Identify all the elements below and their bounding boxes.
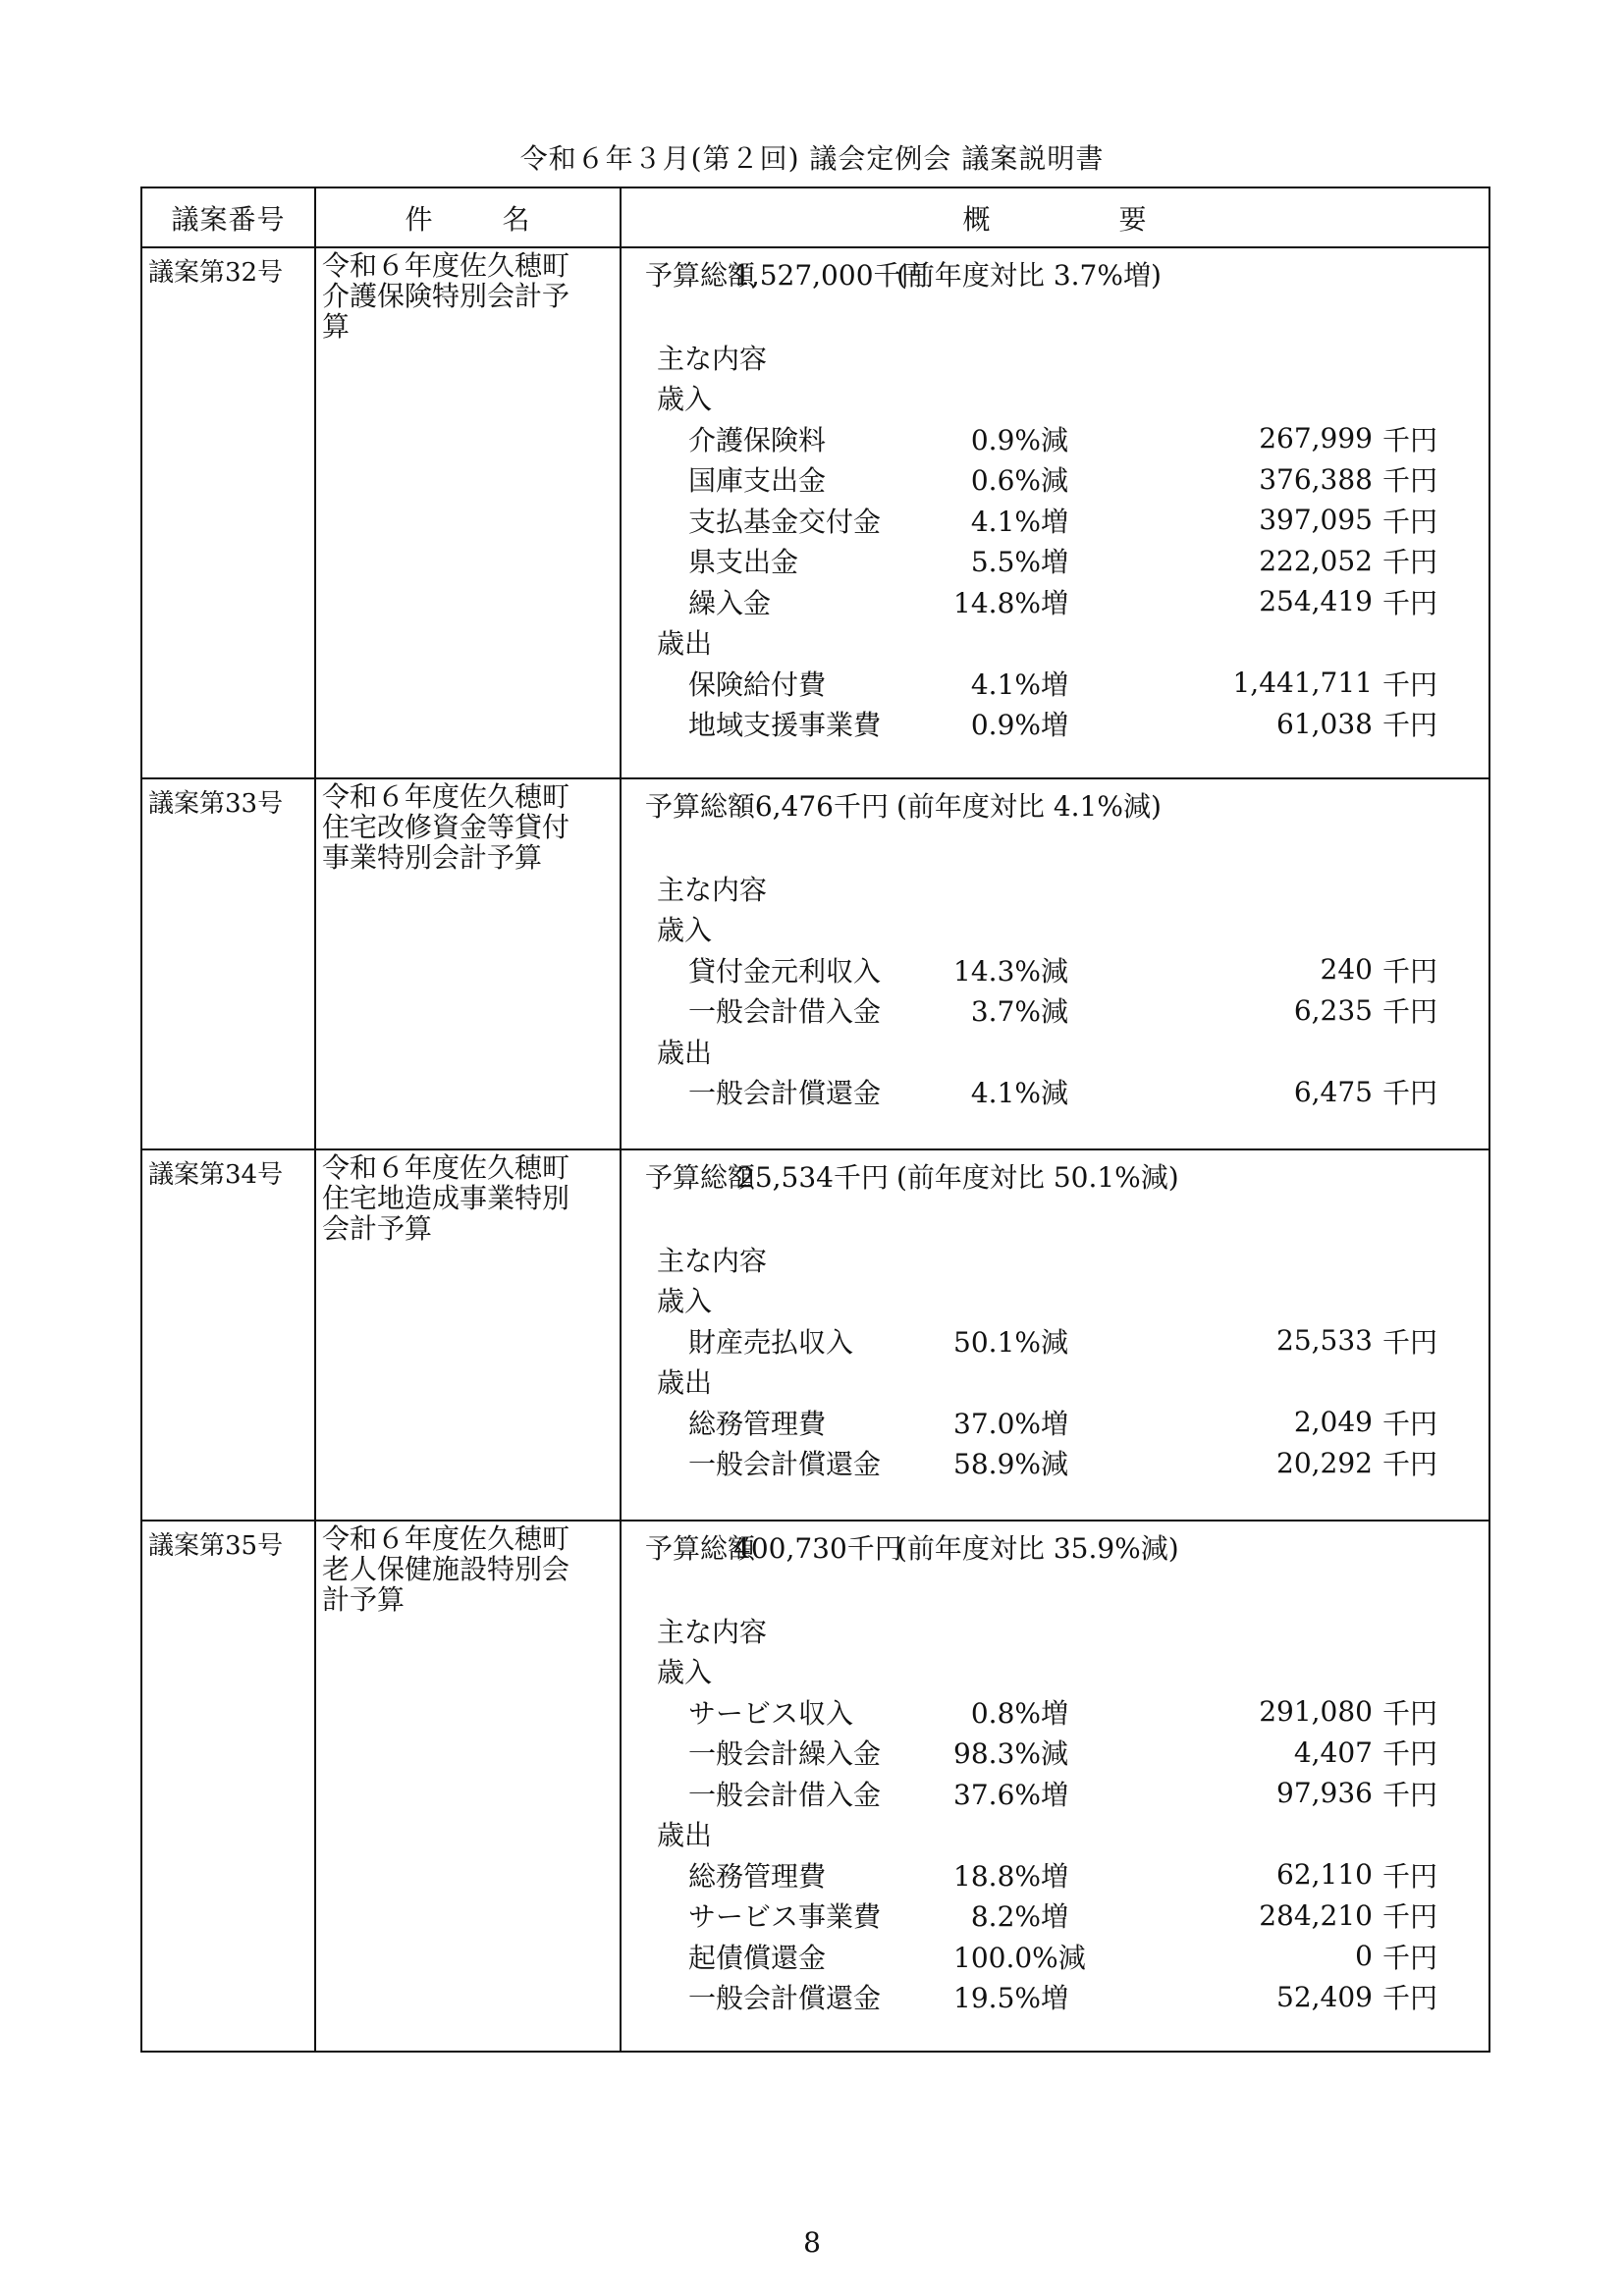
revenue-item-label: 一般会計繰入金 <box>688 1737 882 1771</box>
budget-total-label: 予算総額 <box>645 1532 756 1565</box>
bill-name-line: 住宅改修資金等貸付 <box>322 811 570 843</box>
budget-total-amount: 6,476千円 <box>754 790 889 823</box>
budget-total <box>622 248 1489 292</box>
expenditure-item-unit: 千円 <box>1382 1900 1438 1934</box>
bill-name-line: 算 <box>322 310 351 343</box>
expenditure-item <box>622 1896 1489 1937</box>
bill-number: 議案第32号 <box>141 247 315 778</box>
bill-row <box>141 1521 1489 2052</box>
revenue-item-value: 376,388 <box>1259 462 1373 496</box>
bill-row <box>141 247 1489 778</box>
expenditure-item-change: 0.9%増 <box>970 709 1068 742</box>
main-content-label: 主な内容 <box>657 873 768 906</box>
header-summary-part1: 概 <box>962 202 992 236</box>
bill-name <box>315 247 621 778</box>
revenue-label: 歳入 <box>657 1656 713 1689</box>
revenue-item-change: 14.8%増 <box>953 586 1068 619</box>
expenditure-item-value: 52,409 <box>1276 1980 1373 2013</box>
revenue-item-value: 240 <box>1320 953 1373 987</box>
revenue-label: 歳入 <box>657 1285 713 1318</box>
revenue-item-value: 291,080 <box>1259 1695 1373 1729</box>
expenditure-item-value: 20,292 <box>1276 1446 1373 1479</box>
expenditure-item-change: 18.8%増 <box>953 1859 1068 1893</box>
revenue-label: 歳入 <box>657 383 713 416</box>
budget-total-label: 予算総額 <box>645 790 756 823</box>
revenue-item-label: 介護保険料 <box>688 423 827 456</box>
expenditure-item-change: 100.0%減 <box>953 1941 1086 1974</box>
page-number: 8 <box>803 2226 821 2259</box>
expenditure-item-change: 4.1%増 <box>970 667 1068 701</box>
header-summary-part2: 要 <box>1118 202 1148 236</box>
revenue-item-unit: 千円 <box>1382 1696 1438 1730</box>
revenue-item-label: 貸付金元利収入 <box>688 954 882 988</box>
header-name-part1: 件 <box>405 202 434 236</box>
revenue-item <box>622 1320 1489 1362</box>
revenue-item-label: 県支出金 <box>688 546 799 579</box>
revenue-item <box>622 949 1489 990</box>
bill-row <box>141 778 1489 1149</box>
revenue-item-change: 4.1%増 <box>970 505 1068 538</box>
revenue-item-value: 25,533 <box>1276 1324 1373 1358</box>
budget-total <box>622 779 1489 823</box>
revenue-item-label: 財産売払収入 <box>688 1325 854 1359</box>
bill-name-line: 令和６年度佐久穂町 <box>322 249 570 282</box>
expenditure-item-value: 2,049 <box>1293 1406 1373 1439</box>
bill-number: 議案第35号 <box>141 1521 315 2052</box>
bill-number: 議案第34号 <box>141 1149 315 1521</box>
revenue-item-change: 5.5%増 <box>970 546 1068 579</box>
main-content-label: 主な内容 <box>657 1615 768 1648</box>
bill-name-line: 会計予算 <box>322 1212 433 1245</box>
revenue-item-unit: 千円 <box>1382 1325 1438 1359</box>
revenue-item <box>622 1733 1489 1774</box>
expenditure-item-value: 0 <box>1355 1940 1373 1973</box>
revenue-item-label: 繰入金 <box>688 586 772 619</box>
budget-total-ratio: (前年度対比 50.1%減) <box>896 1161 1179 1194</box>
revenue-item <box>622 418 1489 459</box>
revenue-item-value: 6,235 <box>1293 993 1373 1027</box>
bill-row <box>141 1149 1489 1521</box>
revenue-item-value: 397,095 <box>1259 504 1373 537</box>
main-content-label: 主な内容 <box>657 1244 768 1277</box>
spacer <box>622 823 1489 868</box>
expenditure-item-change: 4.1%減 <box>970 1077 1068 1110</box>
expenditure-item-label: 保険給付費 <box>688 667 827 701</box>
revenue-item <box>622 581 1489 622</box>
expenditure-item-label: 地域支援事業費 <box>688 709 882 742</box>
bill-name-line: 計予算 <box>322 1583 406 1616</box>
revenue-item-unit: 千円 <box>1382 1778 1438 1811</box>
budget-total <box>622 1522 1489 1565</box>
main-content-label: 主な内容 <box>657 342 768 375</box>
budget-total-label: 予算総額 <box>645 1161 756 1194</box>
expenditure-item-unit: 千円 <box>1382 709 1438 742</box>
revenue-item-value: 267,999 <box>1259 422 1373 455</box>
expenditure-label: 歳出 <box>657 1036 713 1069</box>
revenue-item-value: 4,407 <box>1293 1735 1373 1769</box>
revenue-item-label: サービス収入 <box>688 1696 854 1730</box>
bill-summary <box>621 1521 1489 2052</box>
revenue-item-value: 97,936 <box>1276 1777 1373 1810</box>
expenditure-item-value: 61,038 <box>1276 707 1373 740</box>
expenditure-item-unit: 千円 <box>1382 1448 1438 1481</box>
header-summary <box>621 187 1489 247</box>
revenue-item <box>622 541 1489 582</box>
spacer <box>622 1194 1489 1239</box>
budget-total-amount: 1,527,000千円 <box>733 259 929 292</box>
bill-number: 議案第33号 <box>141 778 315 1149</box>
expenditure-item-value: 1,441,711 <box>1232 667 1373 700</box>
expenditure-item-label: 総務管理費 <box>688 1859 827 1893</box>
expenditure-item-value: 6,475 <box>1293 1075 1373 1108</box>
bill-name-line: 介護保険特別会計予 <box>322 280 570 312</box>
revenue-item <box>622 990 1489 1032</box>
revenue-item-unit: 千円 <box>1382 995 1438 1029</box>
header-bill-name <box>315 187 621 247</box>
expenditure-item-change: 58.9%減 <box>953 1448 1068 1481</box>
expenditure-item-change: 19.5%増 <box>953 1982 1068 2015</box>
revenue-item-unit: 千円 <box>1382 954 1438 988</box>
bill-table <box>140 187 1490 2053</box>
revenue-label: 歳入 <box>657 914 713 947</box>
revenue-item-value: 222,052 <box>1259 544 1373 577</box>
bill-name-line: 老人保健施設特別会 <box>322 1553 570 1585</box>
document-title: 令和６年３月(第２回) 議会定例会 議案説明書 <box>519 142 1105 175</box>
revenue-item-change: 98.3%減 <box>953 1737 1068 1771</box>
budget-total-ratio: (前年度対比 35.9%減) <box>896 1532 1179 1565</box>
revenue-item-unit: 千円 <box>1382 1737 1438 1771</box>
revenue-item <box>622 459 1489 501</box>
revenue-item-change: 14.3%減 <box>953 954 1068 988</box>
revenue-item-label: 国庫支出金 <box>688 464 827 498</box>
revenue-item-unit: 千円 <box>1382 546 1438 579</box>
revenue-item-value: 254,419 <box>1259 585 1373 618</box>
revenue-item-label: 一般会計借入金 <box>688 995 882 1029</box>
bill-name-line: 事業特別会計予算 <box>322 841 543 874</box>
revenue-item-unit: 千円 <box>1382 423 1438 456</box>
bill-name <box>315 1149 621 1521</box>
bill-summary <box>621 247 1489 778</box>
expenditure-item <box>622 1977 1489 2018</box>
expenditure-item-label: 一般会計償還金 <box>688 1077 882 1110</box>
budget-total-ratio: (前年度対比 3.7%増) <box>896 259 1162 292</box>
expenditure-item-unit: 千円 <box>1382 1407 1438 1440</box>
expenditure-item-label: 起債償還金 <box>688 1941 827 1974</box>
revenue-item-change: 37.6%増 <box>953 1778 1068 1811</box>
budget-total-label: 予算総額 <box>645 259 756 292</box>
header-name-part2: 名 <box>502 202 531 236</box>
expenditure-item-value: 284,210 <box>1259 1898 1373 1932</box>
expenditure-item <box>622 1936 1489 1977</box>
revenue-item-unit: 千円 <box>1382 586 1438 619</box>
bill-name-line: 住宅地造成事業特別 <box>322 1182 570 1214</box>
bill-name-line: 令和６年度佐久穂町 <box>322 1151 570 1184</box>
budget-total-ratio: (前年度対比 4.1%減) <box>896 790 1162 823</box>
budget-total <box>622 1150 1489 1194</box>
bill-name-line: 令和６年度佐久穂町 <box>322 1522 570 1555</box>
revenue-item-change: 0.8%増 <box>970 1696 1068 1730</box>
revenue-item-label: 支払基金交付金 <box>688 505 882 538</box>
expenditure-item-label: 総務管理費 <box>688 1407 827 1440</box>
spacer <box>622 292 1489 337</box>
expenditure-item-change: 37.0%増 <box>953 1407 1068 1440</box>
budget-total-amount: 25,534千円 <box>737 1161 889 1194</box>
expenditure-label: 歳出 <box>657 627 713 661</box>
bill-name <box>315 1521 621 2052</box>
revenue-item-label: 一般会計借入金 <box>688 1778 882 1811</box>
expenditure-item-change: 8.2%増 <box>970 1900 1068 1934</box>
bill-name-line: 令和６年度佐久穂町 <box>322 780 570 813</box>
expenditure-label: 歳出 <box>657 1819 713 1852</box>
revenue-item-change: 0.9%減 <box>970 423 1068 456</box>
revenue-item-change: 0.6%減 <box>970 464 1068 498</box>
revenue-item-unit: 千円 <box>1382 464 1438 498</box>
expenditure-item <box>622 663 1489 704</box>
expenditure-item-value: 62,110 <box>1276 1858 1373 1892</box>
budget-total-amount: 400,730千円 <box>733 1532 902 1565</box>
expenditure-item <box>622 1072 1489 1113</box>
bill-summary <box>621 778 1489 1149</box>
expenditure-label: 歳出 <box>657 1366 713 1400</box>
expenditure-item-unit: 千円 <box>1382 1077 1438 1110</box>
expenditure-item-unit: 千円 <box>1382 667 1438 701</box>
expenditure-item-label: サービス事業費 <box>688 1900 882 1934</box>
expenditure-item-unit: 千円 <box>1382 1859 1438 1893</box>
expenditure-item-unit: 千円 <box>1382 1982 1438 2015</box>
revenue-item <box>622 1691 1489 1733</box>
expenditure-item-unit: 千円 <box>1382 1941 1438 1974</box>
revenue-item <box>622 1773 1489 1814</box>
header-bill-number: 議案番号 <box>141 187 315 247</box>
spacer <box>622 1565 1489 1610</box>
revenue-item-unit: 千円 <box>1382 505 1438 538</box>
expenditure-item-label: 一般会計償還金 <box>688 1448 882 1481</box>
revenue-item <box>622 500 1489 541</box>
revenue-item-change: 50.1%減 <box>953 1325 1068 1359</box>
expenditure-item <box>622 1443 1489 1484</box>
expenditure-item <box>622 704 1489 745</box>
revenue-item-change: 3.7%減 <box>970 995 1068 1029</box>
bill-summary <box>621 1149 1489 1521</box>
table-header-row <box>141 187 1489 247</box>
expenditure-item-label: 一般会計償還金 <box>688 1982 882 2015</box>
expenditure-item <box>622 1402 1489 1443</box>
expenditure-item <box>622 1854 1489 1896</box>
bill-name <box>315 778 621 1149</box>
